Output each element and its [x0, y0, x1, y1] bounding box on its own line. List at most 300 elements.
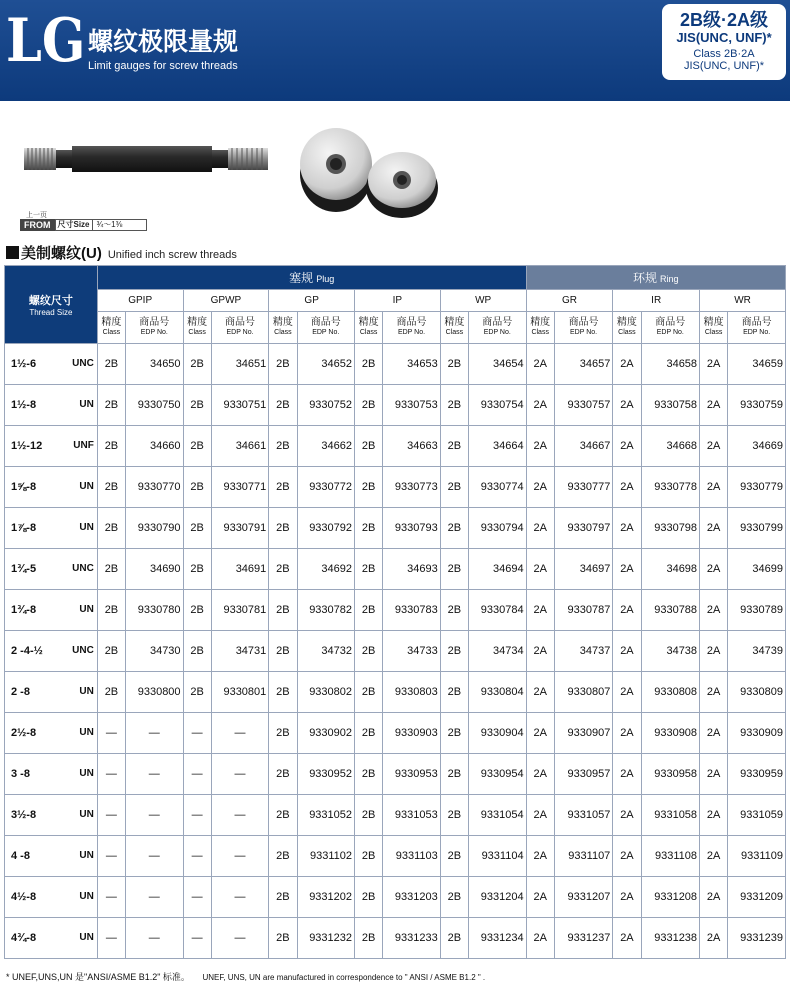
thread-standard: UN: [79, 686, 94, 697]
edp-number-cell: 34657: [554, 344, 613, 385]
edp-number-cell: 9330750: [126, 385, 184, 426]
class-cell: 2A: [613, 590, 641, 631]
edp-number-cell: 9330903: [383, 713, 441, 754]
edp-number-cell: 9330774: [468, 467, 526, 508]
edp-number-cell: 9330770: [126, 467, 184, 508]
class-header-cn: 精度: [616, 316, 637, 328]
thread-size-header-en: Thread Size: [29, 308, 73, 317]
class-cell: 2A: [700, 549, 728, 590]
class-cell: 2B: [355, 549, 383, 590]
class-header-en: Class: [102, 328, 121, 336]
edp-number-cell: 9331232: [297, 918, 355, 959]
class-cell: 2B: [183, 385, 211, 426]
class-cell: 2B: [269, 672, 297, 713]
table-row: [5, 836, 786, 877]
edp-number-cell: 34663: [383, 426, 441, 467]
class-cell: 2B: [355, 426, 383, 467]
edp-number-cell: —: [126, 754, 184, 795]
edp-number-cell: 9331054: [468, 795, 526, 836]
table-row: [5, 549, 786, 590]
thread-standard: UNF: [73, 440, 94, 451]
thread-standard: UN: [79, 891, 94, 902]
edp-number-cell: 34692: [297, 549, 355, 590]
from-size-value: ¾～1⅜: [93, 219, 147, 231]
gauge-header-6: IR: [613, 290, 700, 312]
class-cell: 2B: [269, 508, 297, 549]
edp-number-cell: 9330757: [554, 385, 613, 426]
class-header: [269, 312, 297, 344]
plug-gauge-image: [20, 140, 270, 180]
section-title: 美制螺纹(U): [21, 245, 102, 262]
class-cell: 2B: [269, 631, 297, 672]
edp-number-cell: 9330787: [554, 590, 613, 631]
thread-size: 3 -8: [11, 768, 30, 780]
thread-size: 1½-6: [11, 358, 37, 370]
edp-number-cell: 9330773: [383, 467, 441, 508]
edp-number-cell: 9331109: [728, 836, 786, 877]
edp-number-cell: 9330904: [468, 713, 526, 754]
class-header: [183, 312, 211, 344]
class-cell: 2B: [355, 590, 383, 631]
edp-header: [641, 312, 700, 344]
class-cell: 2B: [355, 918, 383, 959]
class-cell: 2B: [269, 426, 297, 467]
class-cell: 2A: [526, 754, 554, 795]
table-row: [5, 918, 786, 959]
edp-number-cell: 34731: [211, 631, 269, 672]
edp-number-cell: 9330784: [468, 590, 526, 631]
edp-number-cell: 9331204: [468, 877, 526, 918]
class-cell: 2A: [613, 877, 641, 918]
thread-standard: UN: [79, 932, 94, 943]
class-cell: 2B: [269, 754, 297, 795]
class-cell: 2A: [613, 549, 641, 590]
thread-size-cell: [5, 754, 98, 795]
edp-number-cell: —: [211, 836, 269, 877]
edp-header: [383, 312, 441, 344]
class-header-cn: 精度: [358, 316, 379, 328]
thread-size: 2½-8: [11, 727, 37, 739]
class-cell: 2B: [97, 426, 125, 467]
class-cell: 2A: [700, 754, 728, 795]
thread-size-cell: [5, 631, 98, 672]
edp-number-cell: 9330794: [468, 508, 526, 549]
edp-number-cell: 34732: [297, 631, 355, 672]
edp-header-en: EDP No.: [483, 328, 511, 336]
square-bullet-icon: [6, 246, 19, 259]
edp-header-cn: 商品号: [655, 316, 686, 328]
edp-number-cell: 9330798: [641, 508, 700, 549]
edp-number-cell: 9330793: [383, 508, 441, 549]
class-badge-line4: JIS(UNC, UNF)*: [683, 60, 765, 72]
class-cell: 2B: [440, 467, 468, 508]
edp-header-en: EDP No.: [226, 328, 254, 336]
edp-header: [468, 312, 526, 344]
thread-size: 2 -8: [11, 686, 30, 698]
thread-size-cell: [5, 672, 98, 713]
class-cell: 2B: [183, 426, 211, 467]
class-cell: 2B: [97, 631, 125, 672]
edp-number-cell: 34662: [297, 426, 355, 467]
class-cell: 2A: [613, 385, 641, 426]
class-cell: 2A: [613, 426, 641, 467]
class-cell: 2B: [355, 795, 383, 836]
class-cell: 2A: [526, 836, 554, 877]
table-row: [5, 385, 786, 426]
class-header-cn: 精度: [272, 316, 293, 328]
class-cell: 2A: [700, 877, 728, 918]
class-cell: 2B: [269, 549, 297, 590]
class-header-en: Class: [359, 328, 378, 336]
class-cell: 2A: [613, 631, 641, 672]
edp-header-cn: 商品号: [139, 316, 170, 328]
class-cell: 2B: [97, 467, 125, 508]
class-cell: 2A: [613, 754, 641, 795]
class-cell: 2A: [700, 836, 728, 877]
thread-standard: UN: [79, 727, 94, 738]
class-badge-line1: 2B级·2A级: [679, 10, 768, 30]
edp-number-cell: —: [211, 795, 269, 836]
edp-number-cell: 9330792: [297, 508, 355, 549]
edp-number-cell: 9331104: [468, 836, 526, 877]
edp-header: [211, 312, 269, 344]
thread-size-cell: [5, 467, 98, 508]
thread-size-cell: [5, 918, 98, 959]
edp-number-cell: 9330789: [728, 590, 786, 631]
gauge-header-5: GR: [526, 290, 613, 312]
class-cell: 2B: [355, 754, 383, 795]
class-cell: 2B: [440, 590, 468, 631]
edp-number-cell: 9330953: [383, 754, 441, 795]
class-cell: 2B: [269, 877, 297, 918]
edp-number-cell: 9330957: [554, 754, 613, 795]
class-cell: 2A: [526, 672, 554, 713]
class-cell: 2A: [526, 918, 554, 959]
edp-header-en: EDP No.: [570, 328, 598, 336]
class-cell: 2B: [440, 877, 468, 918]
class-header-cn: 精度: [530, 316, 551, 328]
edp-header-cn: 商品号: [310, 316, 341, 328]
class-cell: 2A: [526, 631, 554, 672]
class-cell: 2A: [700, 467, 728, 508]
table-row: [5, 672, 786, 713]
edp-number-cell: 9330781: [211, 590, 269, 631]
table-row: [5, 877, 786, 918]
edp-number-cell: 9330751: [211, 385, 269, 426]
edp-number-cell: 34658: [641, 344, 700, 385]
class-cell: —: [183, 877, 211, 918]
thread-size: 1¾-5: [11, 563, 37, 575]
thread-standard: UNC: [72, 645, 94, 656]
class-cell: 2A: [700, 344, 728, 385]
edp-number-cell: 34659: [728, 344, 786, 385]
edp-header-en: EDP No.: [656, 328, 684, 336]
class-cell: 2B: [183, 344, 211, 385]
edp-number-cell: 9331202: [297, 877, 355, 918]
table-row: [5, 508, 786, 549]
class-cell: —: [183, 713, 211, 754]
edp-number-cell: 34697: [554, 549, 613, 590]
edp-number-cell: 9331107: [554, 836, 613, 877]
class-cell: 2B: [440, 672, 468, 713]
edp-header-en: EDP No.: [312, 328, 340, 336]
class-cell: 2B: [97, 549, 125, 590]
thread-size: 1⅝-8: [11, 481, 37, 493]
edp-number-cell: 34734: [468, 631, 526, 672]
class-cell: 2B: [269, 590, 297, 631]
thread-size: 1¾-8: [11, 604, 37, 616]
edp-number-cell: 9330753: [383, 385, 441, 426]
class-cell: 2A: [526, 385, 554, 426]
class-header-cn: 精度: [187, 316, 208, 328]
class-header-en: Class: [188, 328, 206, 336]
edp-number-cell: 34730: [126, 631, 184, 672]
edp-header: [554, 312, 613, 344]
class-header-cn: 精度: [444, 316, 465, 328]
edp-number-cell: 9330802: [297, 672, 355, 713]
class-cell: 2A: [613, 344, 641, 385]
table-row: [5, 713, 786, 754]
class-cell: 2A: [700, 713, 728, 754]
edp-number-cell: 34650: [126, 344, 184, 385]
thread-standard: UN: [79, 604, 94, 615]
thread-standard: UNC: [72, 358, 94, 369]
class-cell: 2A: [613, 672, 641, 713]
edp-number-cell: 34653: [383, 344, 441, 385]
edp-number-cell: 9330809: [728, 672, 786, 713]
class-header: [526, 312, 554, 344]
class-cell: —: [183, 795, 211, 836]
thread-standard: UN: [79, 481, 94, 492]
class-cell: 2B: [269, 836, 297, 877]
gauge-header-1: GPWP: [183, 290, 269, 312]
thread-standard: UN: [79, 399, 94, 410]
class-cell: 2B: [269, 918, 297, 959]
class-cell: 2B: [269, 385, 297, 426]
class-cell: 2B: [97, 508, 125, 549]
edp-number-cell: 9330780: [126, 590, 184, 631]
edp-number-cell: 34651: [211, 344, 269, 385]
class-cell: 2A: [526, 426, 554, 467]
edp-number-cell: 9330777: [554, 467, 613, 508]
edp-number-cell: 9330800: [126, 672, 184, 713]
class-header-en: Class: [704, 328, 723, 336]
edp-number-cell: 9330790: [126, 508, 184, 549]
class-cell: 2B: [269, 344, 297, 385]
class-cell: 2B: [440, 426, 468, 467]
table-row: [5, 795, 786, 836]
edp-number-cell: 9330954: [468, 754, 526, 795]
prev-page-label: 上一页: [26, 212, 47, 219]
edp-number-cell: 9331209: [728, 877, 786, 918]
edp-number-cell: 9330778: [641, 467, 700, 508]
class-cell: 2A: [526, 344, 554, 385]
edp-header: [126, 312, 184, 344]
class-cell: 2B: [269, 467, 297, 508]
edp-header-en: EDP No.: [743, 328, 771, 336]
class-cell: 2B: [97, 344, 125, 385]
edp-number-cell: 34699: [728, 549, 786, 590]
class-cell: 2A: [526, 467, 554, 508]
edp-number-cell: —: [211, 877, 269, 918]
from-tag: FROM: [20, 219, 55, 231]
class-cell: —: [183, 836, 211, 877]
class-cell: 2A: [613, 795, 641, 836]
thread-standard: UN: [79, 850, 94, 861]
edp-number-cell: 9330907: [554, 713, 613, 754]
edp-number-cell: 34691: [211, 549, 269, 590]
edp-number-cell: 9330804: [468, 672, 526, 713]
class-cell: 2B: [440, 754, 468, 795]
edp-number-cell: 34654: [468, 344, 526, 385]
ring-header-en: Ring: [660, 274, 679, 284]
class-cell: 2B: [183, 631, 211, 672]
class-cell: 2A: [700, 672, 728, 713]
thread-size-header-cn: 螺纹尺寸: [28, 295, 73, 307]
class-badge: [662, 4, 786, 80]
thread-size: 2 -4-½: [11, 645, 43, 657]
class-badge-line3: Class 2B·2A: [693, 48, 755, 60]
edp-header-en: EDP No.: [140, 328, 168, 336]
class-cell: 2B: [183, 467, 211, 508]
class-cell: 2B: [355, 836, 383, 877]
table-row: [5, 344, 786, 385]
class-cell: 2A: [700, 426, 728, 467]
edp-number-cell: 34693: [383, 549, 441, 590]
class-cell: —: [97, 918, 125, 959]
thread-standard: UNC: [72, 563, 94, 574]
class-cell: 2A: [700, 795, 728, 836]
edp-header-cn: 商品号: [225, 316, 256, 328]
edp-header-cn: 商品号: [568, 316, 599, 328]
edp-number-cell: 9330908: [641, 713, 700, 754]
edp-number-cell: —: [126, 918, 184, 959]
edp-number-cell: 34668: [641, 426, 700, 467]
edp-number-cell: 9330803: [383, 672, 441, 713]
footnote-en: UNEF, UNS, UN are manufactured in correspondence to " ANSI / ASME B1.2 " .: [202, 973, 486, 982]
class-cell: 2A: [700, 918, 728, 959]
class-header-cn: 精度: [101, 316, 122, 328]
edp-number-cell: 34652: [297, 344, 355, 385]
edp-number-cell: 9330779: [728, 467, 786, 508]
edp-number-cell: —: [211, 713, 269, 754]
thread-size: 4¾-8: [11, 932, 37, 944]
edp-number-cell: 9331053: [383, 795, 441, 836]
class-cell: 2A: [700, 385, 728, 426]
ring-group-header: [526, 266, 785, 290]
class-cell: 2B: [355, 877, 383, 918]
thread-size-cell: [5, 508, 98, 549]
class-cell: 2B: [355, 385, 383, 426]
from-size-label: 尺寸Size: [55, 219, 93, 231]
edp-number-cell: 9330902: [297, 713, 355, 754]
thread-size-cell: [5, 590, 98, 631]
edp-number-cell: 9331108: [641, 836, 700, 877]
class-header: [440, 312, 468, 344]
class-cell: 2B: [440, 508, 468, 549]
edp-number-cell: 9330799: [728, 508, 786, 549]
class-header: [355, 312, 383, 344]
from-bar[interactable]: [20, 219, 147, 231]
class-cell: 2B: [183, 508, 211, 549]
edp-header-en: EDP No.: [397, 328, 426, 336]
edp-number-cell: 9331203: [383, 877, 441, 918]
edp-number-cell: 34733: [383, 631, 441, 672]
class-cell: —: [97, 754, 125, 795]
thread-size: 3½-8: [11, 809, 37, 821]
class-cell: 2B: [355, 631, 383, 672]
edp-number-cell: 34737: [554, 631, 613, 672]
class-cell: 2A: [700, 631, 728, 672]
class-cell: 2A: [613, 508, 641, 549]
class-cell: 2B: [183, 672, 211, 713]
class-cell: —: [97, 877, 125, 918]
thread-size-cell: [5, 549, 98, 590]
lg-logo: LG: [6, 6, 86, 76]
thread-size-cell: [5, 877, 98, 918]
edp-number-cell: 34667: [554, 426, 613, 467]
class-cell: —: [183, 918, 211, 959]
class-cell: —: [97, 836, 125, 877]
edp-number-cell: 9330754: [468, 385, 526, 426]
edp-number-cell: 34698: [641, 549, 700, 590]
edp-number-cell: 9330797: [554, 508, 613, 549]
class-cell: 2A: [526, 590, 554, 631]
page-header: [0, 0, 790, 101]
class-cell: 2A: [613, 713, 641, 754]
edp-number-cell: 34664: [468, 426, 526, 467]
class-cell: 2A: [613, 918, 641, 959]
class-cell: 2B: [440, 631, 468, 672]
edp-number-cell: 9330759: [728, 385, 786, 426]
thread-size: 1½-8: [11, 399, 37, 411]
edp-number-cell: 34669: [728, 426, 786, 467]
class-header-cn: 精度: [703, 316, 724, 328]
class-cell: 2A: [700, 508, 728, 549]
edp-number-cell: 9331102: [297, 836, 355, 877]
thread-size-cell: [5, 795, 98, 836]
table-row: [5, 467, 786, 508]
edp-number-cell: 9331239: [728, 918, 786, 959]
edp-number-cell: 9330808: [641, 672, 700, 713]
plug-header-cn: 塞规: [289, 271, 314, 285]
thread-size: 4 -8: [11, 850, 30, 862]
edp-number-cell: —: [211, 754, 269, 795]
thread-size-header: [5, 266, 98, 344]
edp-number-cell: 34694: [468, 549, 526, 590]
class-cell: 2B: [440, 836, 468, 877]
footnote-cn: * UNEF,UNS,UN 是"ANSI/ASME B1.2" 标准。: [6, 972, 190, 982]
edp-number-cell: —: [126, 836, 184, 877]
class-cell: 2B: [183, 549, 211, 590]
section-heading: [6, 242, 237, 263]
edp-number-cell: 9330771: [211, 467, 269, 508]
section-subtitle: Unified inch screw threads: [107, 249, 237, 261]
class-cell: 2B: [440, 385, 468, 426]
class-badge-line2: JIS(UNC, UNF)*: [676, 30, 772, 45]
edp-number-cell: 9331103: [383, 836, 441, 877]
class-cell: 2B: [440, 713, 468, 754]
class-cell: —: [97, 795, 125, 836]
thread-size: 4½-8: [11, 891, 37, 903]
edp-number-cell: 9331234: [468, 918, 526, 959]
page-title: 螺纹极限量规: [88, 28, 239, 56]
class-cell: 2B: [97, 672, 125, 713]
edp-number-cell: 9331058: [641, 795, 700, 836]
edp-number-cell: 9331059: [728, 795, 786, 836]
thread-standard: UN: [79, 522, 94, 533]
class-cell: 2B: [355, 508, 383, 549]
